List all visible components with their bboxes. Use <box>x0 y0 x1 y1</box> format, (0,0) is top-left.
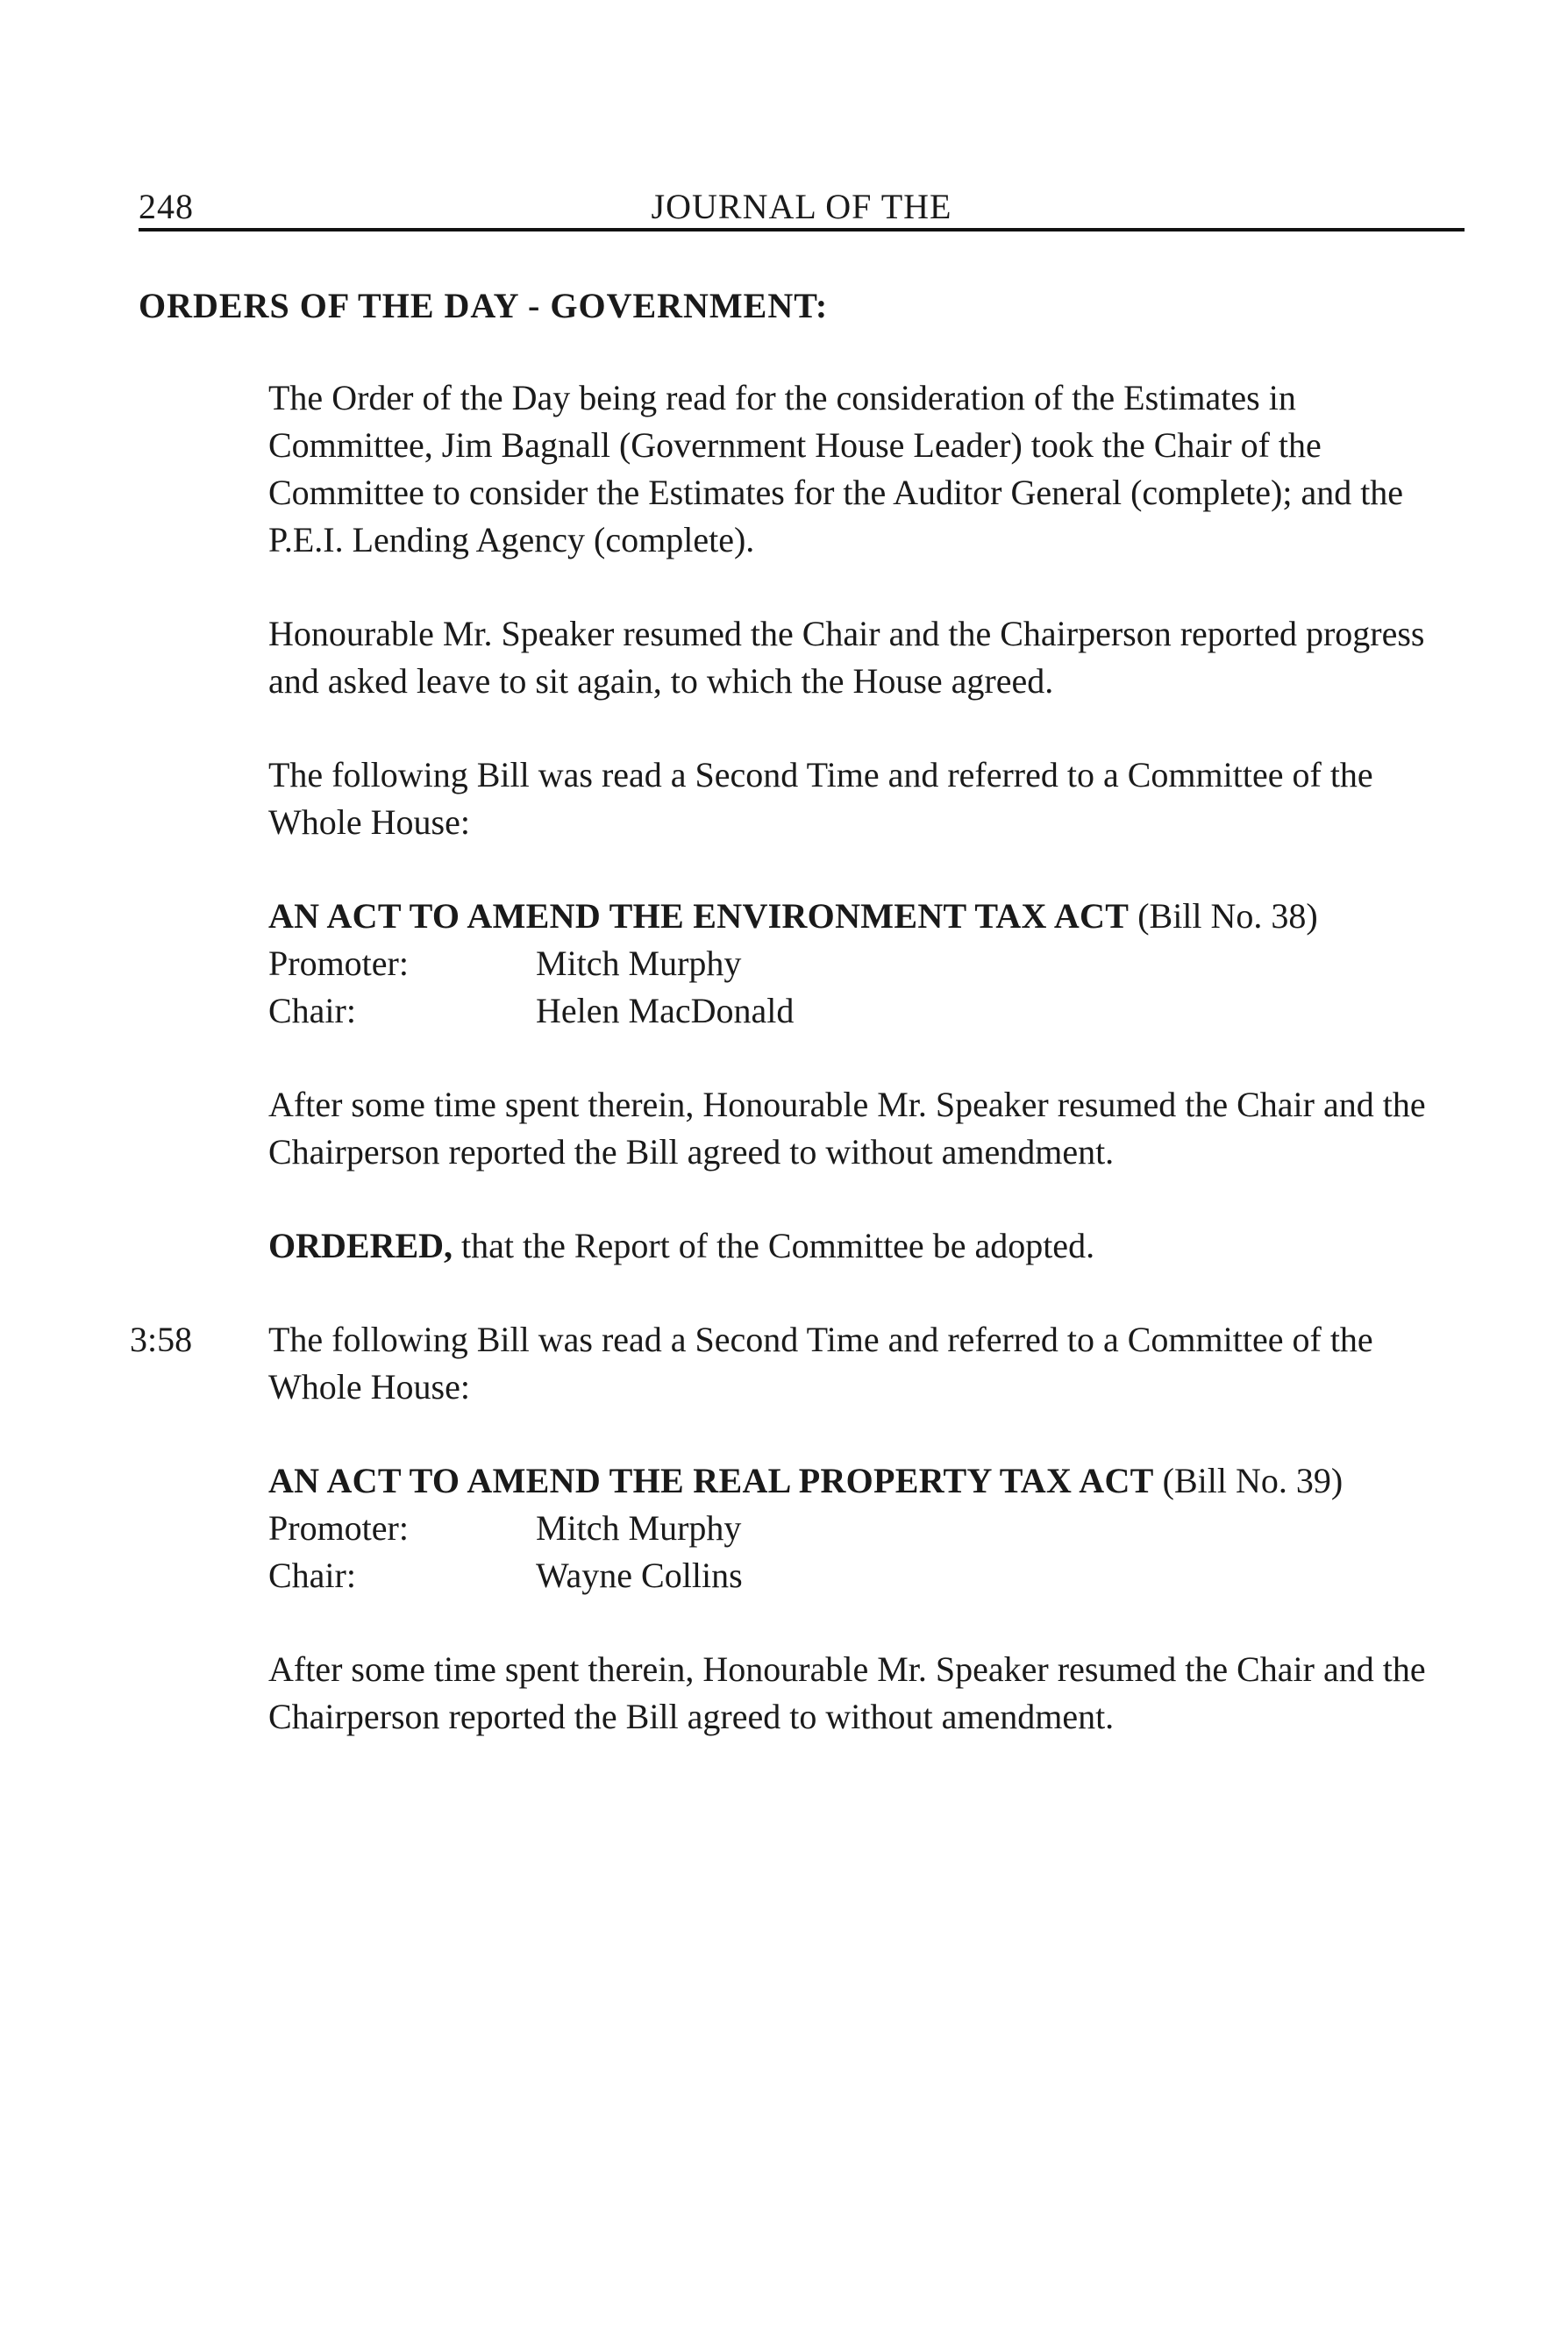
paragraph-ordered <box>268 1222 1466 1270</box>
paragraph-second-reading: The following Bill was read a Second Time and referred to a Committee of the Whole House: <box>268 755 1373 842</box>
bill-block <box>268 1457 1466 1599</box>
paragraph-committee-report: After some time spent therein, Honourable Mr. Speaker resumed the Chair and the Chairperson reported the Bill agreed to without amendment. <box>268 1649 1426 1736</box>
chair-label: Chair: <box>268 991 356 1030</box>
promoter-row <box>268 940 1466 987</box>
page-header <box>139 175 1465 228</box>
bill-heading <box>268 1457 1466 1505</box>
chair-label: Chair: <box>268 1556 356 1595</box>
bill-block <box>268 893 1466 1035</box>
header-rule <box>139 228 1465 231</box>
section-heading: ORDERS OF THE DAY - GOVERNMENT: <box>139 286 829 325</box>
ordered-keyword: ORDERED, <box>268 1226 453 1265</box>
promoter-label: Promoter: <box>268 944 409 983</box>
bill-title: AN ACT TO AMEND THE REAL PROPERTY TAX ACT <box>268 1461 1154 1500</box>
bill-heading <box>268 893 1466 940</box>
body-text <box>130 374 1466 1787</box>
promoter-row <box>268 1505 1466 1552</box>
chair-row <box>268 1552 1466 1599</box>
chair-name: Helen MacDonald <box>536 991 795 1030</box>
paragraph-progress: Honourable Mr. Speaker resumed the Chair and the Chairperson reported progress and asked leave to sit again, to which the House agreed. <box>268 614 1425 701</box>
paragraph-text: The following Bill was read a Second Time and referred to a Committee of the Whole House: <box>268 1320 1373 1407</box>
promoter-name: Mitch Murphy <box>536 1508 742 1548</box>
time-marker: 3:58 <box>130 1320 193 1359</box>
promoter-name: Mitch Murphy <box>536 944 742 983</box>
page-number: 248 <box>139 187 194 226</box>
chair-name: Wayne Collins <box>536 1556 743 1595</box>
paragraph-estimates: The Order of the Day being read for the consideration of the Estimates in Committee, Jim Bagnall (Government House Leader) took the Chair of the Committee to consider the Estimates for the Auditor General (complete); and the P.E.I. Lending Agency (complete). <box>268 378 1404 559</box>
promoter-label: Promoter: <box>268 1508 409 1548</box>
running-head: JOURNAL OF THE <box>651 187 952 226</box>
ordered-text: that the Report of the Committee be adopted. <box>453 1226 1095 1265</box>
paragraph-second-reading-timed <box>130 1316 1466 1411</box>
bill-number: (Bill No. 38) <box>1129 896 1318 936</box>
paragraph-committee-report: After some time spent therein, Honourable Mr. Speaker resumed the Chair and the Chairperson reported the Bill agreed to without amendment. <box>268 1085 1426 1172</box>
chair-row <box>268 987 1466 1035</box>
bill-number: (Bill No. 39) <box>1153 1461 1343 1500</box>
bill-title: AN ACT TO AMEND THE ENVIRONMENT TAX ACT <box>268 896 1130 936</box>
